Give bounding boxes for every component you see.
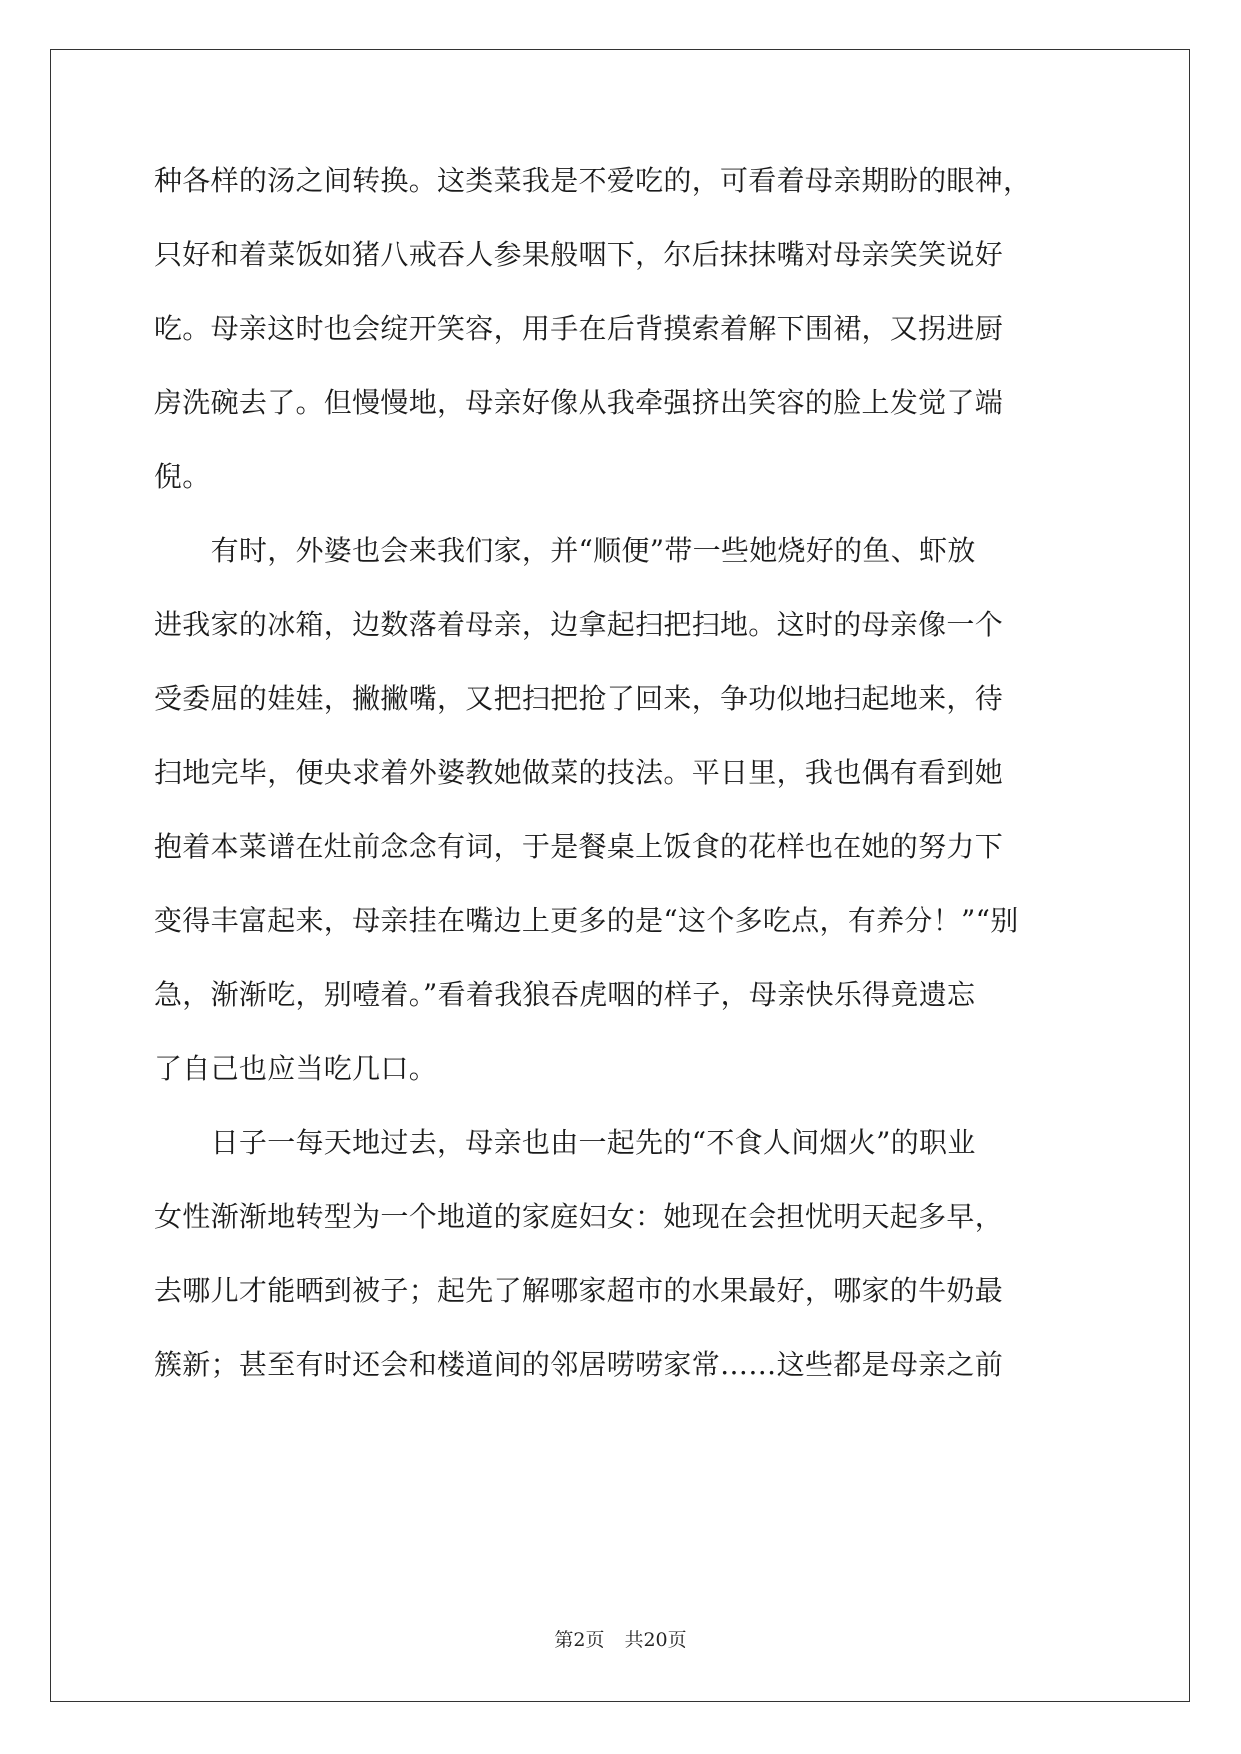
text-line: 去哪儿才能晒到被子；起先了解哪家超市的水果最好，哪家的牛奶最 <box>154 1274 1004 1307</box>
text-line: 女性渐渐地转型为一个地道的家庭妇女：她现在会担忧明天起多早， <box>154 1200 1004 1233</box>
text-line: 簇新；甚至有时还会和楼道间的邻居唠唠家常……这些都是母亲之前 <box>154 1348 1004 1381</box>
text-line: 了自己也应当吃几口。 <box>154 1052 438 1085</box>
text-line: 吃。母亲这时也会绽开笑容，用手在后背摸索着解下围裙，又拐进厨 <box>154 312 1004 345</box>
text-line: 只好和着菜饭如猪八戒吞人参果般咽下，尔后抹抹嘴对母亲笑笑说好 <box>154 238 1004 271</box>
page-number-current: 第2页 <box>554 1629 605 1651</box>
page-footer <box>0 1628 1241 1652</box>
text-line: 房洗碗去了。但慢慢地，母亲好像从我牵强挤出笑容的脸上发觉了端 <box>154 386 1004 419</box>
text-line: 扫地完毕，便央求着外婆教她做菜的技法。平日里，我也偶有看到她 <box>154 756 1004 789</box>
text-line: 倪。 <box>154 460 211 493</box>
text-line: 受委屈的娃娃，撇撇嘴，又把扫把抢了回来，争功似地扫起地来，待 <box>154 682 1004 715</box>
text-line: 抱着本菜谱在灶前念念有词，于是餐桌上饭食的花样也在她的努力下 <box>154 830 1004 863</box>
text-line: 日子一每天地过去，母亲也由一起先的“不食人间烟火”的职业 <box>154 1126 976 1159</box>
text-line: 急，渐渐吃，别噎着。”看着我狼吞虎咽的样子，母亲快乐得竟遗忘 <box>154 978 976 1011</box>
text-line: 变得丰富起来，母亲挂在嘴边上更多的是“这个多吃点，有养分！”“别 <box>154 904 1019 937</box>
page-number-total: 共20页 <box>624 1629 687 1651</box>
text-line: 进我家的冰箱，边数落着母亲，边拿起扫把扫地。这时的母亲像一个 <box>154 608 1004 641</box>
text-line: 种各样的汤之间转换。这类菜我是不爱吃的，可看着母亲期盼的眼神， <box>154 164 1032 197</box>
text-line: 有时，外婆也会来我们家，并“顺便”带一些她烧好的鱼、虾放 <box>154 534 976 567</box>
page-border <box>50 49 1190 1702</box>
